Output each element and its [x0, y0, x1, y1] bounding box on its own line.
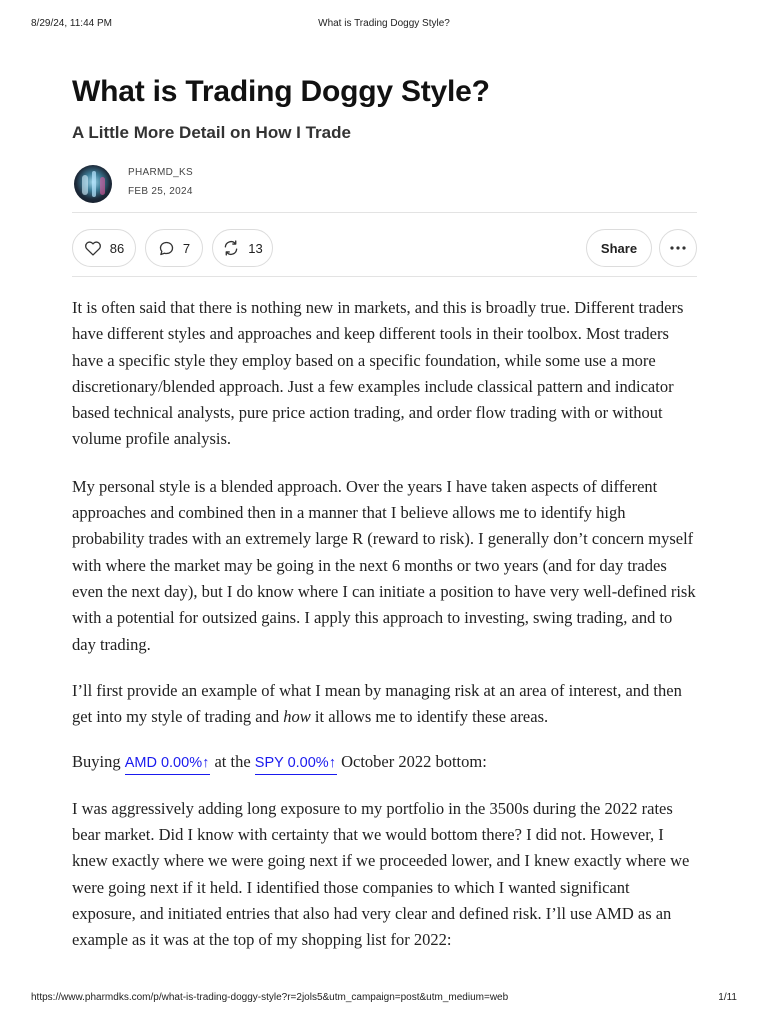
print-datetime: 8/29/24, 11:44 PM [31, 18, 112, 29]
paragraph-text: I’ll first provide an example of what I mean by managing risk at an area of interest, and then get into my style of trading and [72, 680, 682, 727]
print-page-title: What is Trading Doggy Style? [318, 18, 450, 29]
like-count: 86 [109, 240, 125, 256]
heart-icon [84, 240, 102, 256]
post-subtitle: A Little More Detail on How I Trade [72, 123, 351, 142]
article-paragraph [72, 749, 697, 776]
like-button[interactable] [72, 229, 136, 267]
post-actions [72, 213, 697, 273]
ellipsis-icon [670, 246, 686, 250]
paragraph-text: October 2022 bottom: [336, 752, 487, 772]
post-title: What is Trading Doggy Style? [72, 75, 490, 108]
author-name[interactable]: PHARMD_KS [128, 167, 193, 178]
paragraph-text: Buying [72, 752, 125, 772]
restack-count: 13 [248, 240, 263, 256]
ticker-link-amd[interactable]: AMD 0.00%↑ [125, 755, 211, 775]
comment-bubble-icon [158, 240, 175, 257]
divider [72, 276, 697, 277]
comment-button[interactable] [145, 229, 203, 267]
restack-icon [222, 239, 240, 257]
more-options-button[interactable] [659, 229, 697, 267]
restack-button[interactable] [212, 229, 273, 267]
paragraph-text: at the [210, 752, 255, 772]
print-url: https://www.pharmdks.com/p/what-is-trading-doggy-style?r=2jols5&utm_campaign=post&utm_medium=web [31, 992, 509, 1003]
ticker-link-spy[interactable]: SPY 0.00%↑ [255, 755, 337, 775]
print-page-number: 1/11 [718, 992, 737, 1003]
article-paragraph: My personal style is a blended approach. Over the years I have taken aspects of different approaches and combined then in a manner that I believe allows me to identify high probability trades with an extremely large R (reward to risk). I generally don’t concern myself with where the market may be going in the next 6 months or two years (and for day trades even the next day), but I do know where I can initiate a position to have very well-defined risk with a potential for outsized gains. I apply this approach to investing, swing trading, and to day trading. [72, 476, 696, 654]
article-paragraph [72, 678, 697, 731]
post-date: FEB 25, 2024 [128, 186, 193, 197]
share-button[interactable]: Share [586, 229, 652, 267]
avatar[interactable] [74, 165, 112, 203]
article-paragraph: It is often said that there is nothing new in markets, and this is broadly true. Different traders have different styles and approaches and keep different tools in their toolbox. Most traders have a specific style they employ based on a specific foundation, while some use a more discretionary/blended approach. Just a few examples include classical pattern and indicator based technical analysts, pure price action trading, and order flow trading with or without volume profile analysis. [72, 298, 684, 449]
paragraph-text: it allows me to identify these areas. [310, 707, 549, 727]
article-paragraph: I was aggressively adding long exposure to my portfolio in the 3500s during the 2022 rates bear market. Did I know with certainty that we would bottom there? I did not. However, I knew exactly where we were going next if we proceeded lower, and I knew exactly where we were going next if it held. I identified those companies to which I wanted significant exposure, and initiated entries that also had very clear and defined risk. I’ll use AMD as an example as it was at the top of my shopping list for 2022: [72, 798, 690, 950]
emphasis-text: how [283, 707, 311, 727]
post [72, 72, 697, 954]
comment-count: 7 [182, 240, 191, 256]
byline [72, 165, 697, 209]
